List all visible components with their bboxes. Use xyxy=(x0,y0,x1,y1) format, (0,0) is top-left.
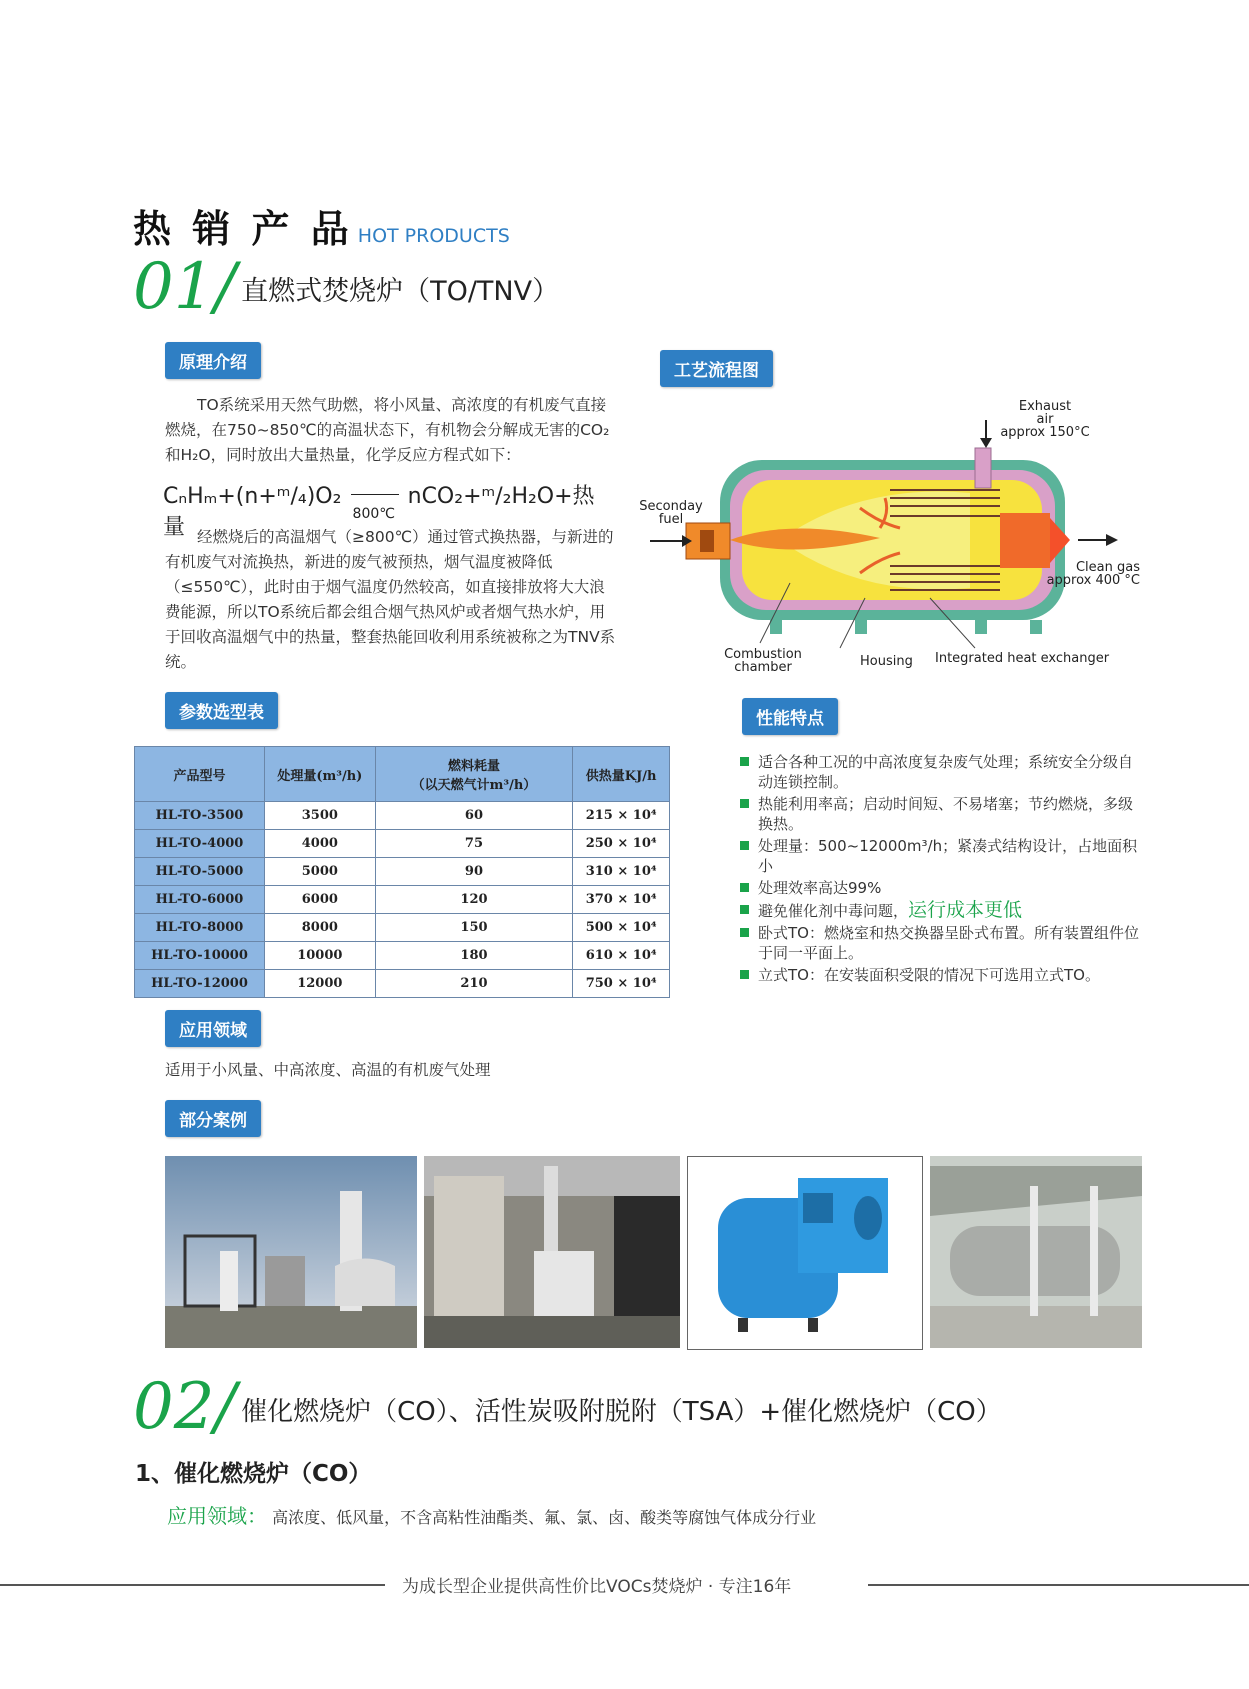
bullet-icon xyxy=(740,905,749,914)
section1-number: 01/ xyxy=(133,250,236,324)
features-list xyxy=(740,752,1140,987)
list-item xyxy=(740,836,1140,876)
table-cell: 5000 xyxy=(264,858,375,886)
principle-paragraph-2: 经燃烧后的高温烟气（≥800℃）通过管式换热器，与新进的有机废气对流换热，新进的废气被预热，烟气温度被降低（≤550℃），此时由于烟气温度仍然较高，如直接排放将大大浪费能源，所以TO系统后都会组合烟气热风炉或者烟气热水炉，用于回收高温烟气中的热量，整套热能回收利用系统被称之为TNV系统。 xyxy=(165,528,616,671)
section2-heading xyxy=(133,1370,1002,1444)
table-cell: HL-TO-10000 xyxy=(135,942,265,970)
table-cell: 75 xyxy=(375,830,573,858)
table-row xyxy=(135,942,670,970)
table-row xyxy=(135,914,670,942)
list-item xyxy=(740,965,1140,985)
table-cell: 120 xyxy=(375,886,573,914)
table-cell: HL-TO-5000 xyxy=(135,858,265,886)
diagram-label-exhaust xyxy=(990,400,1100,439)
table-cell: 210 xyxy=(375,970,573,998)
table-header-capacity: 处理量(m³/h) xyxy=(264,747,375,802)
case-photo-3 xyxy=(687,1156,923,1350)
features-tag: 性能特点 xyxy=(742,698,838,735)
section2-number: 02/ xyxy=(133,1370,236,1444)
principle-paragraph-1: TO系统采用天然气助燃，将小风量、高浓度的有机废气直接燃烧，在750~850℃的高温状态下，有机物会分解成无害的CO₂和H₂O，同时放出大量热量，化学反应方程式如下： xyxy=(165,396,610,464)
clean-gas-label-2: approx 400 °C xyxy=(1046,573,1140,588)
footer-divider-left xyxy=(0,1584,385,1586)
header-title-cn: 热 销 产 品 xyxy=(133,207,353,251)
table-cell: 6000 xyxy=(264,886,375,914)
list-item xyxy=(740,794,1140,834)
section2-application-text: 高浓度、低风量，不含高粘性油酯类、氟、氯、卤、酸类等腐蚀气体成分行业 xyxy=(272,1508,817,1527)
reaction-equation xyxy=(163,479,603,540)
table-cell: 370 × 10⁴ xyxy=(573,886,670,914)
combustion-label-1: Combustion xyxy=(724,647,802,662)
secondary-fuel-label-1: Seconday xyxy=(639,499,703,514)
feature-text: 卧式TO：燃烧室和热交换器呈卧式布置。所有装置组件位于同一平面上。 xyxy=(758,924,1139,962)
feature-text: 处理量：500~12000m³/h；紧凑式结构设计，占地面积小 xyxy=(758,837,1138,875)
list-item xyxy=(740,923,1140,963)
table-cell: 4000 xyxy=(264,830,375,858)
feature-text: 适合各种工况的中高浓度复杂废气处理；系统安全分级自动连锁控制。 xyxy=(758,753,1134,791)
table-header-fuel xyxy=(375,747,573,802)
exhaust-label-2: air xyxy=(1036,412,1054,427)
table-cell: HL-TO-3500 xyxy=(135,802,265,830)
table-header-fuel-line2: （以天燃气计m³/h） xyxy=(411,778,537,793)
diagram-label-clean-gas xyxy=(1040,561,1140,587)
section2-application xyxy=(167,1500,816,1529)
diagram-label-secondary-fuel xyxy=(636,500,706,526)
table-header-fuel-line1: 燃料耗量 xyxy=(447,759,500,774)
table-row xyxy=(135,830,670,858)
section2-application-label: 应用领域： xyxy=(167,1504,267,1528)
table-cell: 3500 xyxy=(264,802,375,830)
header-title xyxy=(133,198,510,253)
table-cell: 215 × 10⁴ xyxy=(573,802,670,830)
case-photo-4 xyxy=(930,1156,1142,1348)
header-title-en: HOT PRODUCTS xyxy=(357,225,510,247)
table-cell: HL-TO-12000 xyxy=(135,970,265,998)
table-row xyxy=(135,858,670,886)
table-row xyxy=(135,802,670,830)
equation-condition: 800℃ xyxy=(352,506,395,522)
table-header-row xyxy=(135,747,670,802)
diagram-label-housing: Housing xyxy=(860,654,913,669)
equation-left: CₙHₘ+(n+ᵐ/₄)O₂ xyxy=(163,484,342,509)
params-tag: 参数选型表 xyxy=(165,692,278,729)
table-cell: 10000 xyxy=(264,942,375,970)
clean-gas-label-1: Clean gas xyxy=(1075,560,1140,575)
exhaust-label-3: approx 150°C xyxy=(1000,425,1090,440)
list-item xyxy=(740,878,1140,898)
feature-text: 热能利用率高；启动时间短、不易堵塞；节约燃烧，多级换热。 xyxy=(758,795,1134,833)
feature-text: 避免催化剂中毒问题， xyxy=(758,902,909,920)
list-item xyxy=(740,752,1140,792)
feature-text: 立式TO：在安装面积受限的情况下可选用立式TO。 xyxy=(758,966,1100,984)
bullet-icon xyxy=(740,757,749,766)
bullet-icon xyxy=(740,970,749,979)
feature-highlight: 运行成本更低 xyxy=(908,899,1023,921)
feature-text: 处理效率高达99% xyxy=(758,879,882,897)
exhaust-label-1: Exhaust xyxy=(1018,399,1072,414)
application-tag: 应用领域 xyxy=(165,1010,261,1047)
footer-divider-right xyxy=(868,1584,1249,1586)
bullet-icon xyxy=(740,883,749,892)
section1-heading xyxy=(133,250,559,324)
table-cell: 8000 xyxy=(264,914,375,942)
principle-tag: 原理介绍 xyxy=(165,342,261,379)
table-cell: HL-TO-4000 xyxy=(135,830,265,858)
table-cell: 250 × 10⁴ xyxy=(573,830,670,858)
table-header-heat: 供热量KJ/h xyxy=(573,747,670,802)
table-cell: 610 × 10⁴ xyxy=(573,942,670,970)
table-row xyxy=(135,886,670,914)
table-cell: 500 × 10⁴ xyxy=(573,914,670,942)
list-item xyxy=(740,900,1140,921)
table-cell: 150 xyxy=(375,914,573,942)
section1-title: 直燃式焚烧炉（TO/TNV） xyxy=(241,276,560,307)
table-cell: 310 × 10⁴ xyxy=(573,858,670,886)
table-cell: 750 × 10⁴ xyxy=(573,970,670,998)
application-text: 适用于小风量、中高浓度、高温的有机废气处理 xyxy=(165,1061,491,1079)
flow-diagram-tag: 工艺流程图 xyxy=(660,350,773,387)
footer-text: 为成长型企业提供高性价比VOCs焚烧炉 · 专注16年 xyxy=(402,1577,792,1597)
case-photo-2 xyxy=(424,1156,680,1348)
table-cell: 60 xyxy=(375,802,573,830)
bullet-icon xyxy=(740,928,749,937)
case-photo-1 xyxy=(165,1156,417,1348)
table-header-model: 产品型号 xyxy=(135,747,265,802)
cases-tag: 部分案例 xyxy=(165,1100,261,1137)
table-cell: 90 xyxy=(375,858,573,886)
bullet-icon xyxy=(740,841,749,850)
section2-subtitle: 1、催化燃烧炉（CO） xyxy=(135,1461,372,1487)
equation-right: nCO₂+ᵐ/₂H₂O+热量 xyxy=(163,484,595,540)
diagram-label-heat-exchanger: Integrated heat exchanger xyxy=(935,651,1110,666)
table-cell: 180 xyxy=(375,942,573,970)
table-cell: HL-TO-6000 xyxy=(135,886,265,914)
bullet-icon xyxy=(740,799,749,808)
section2-title: 催化燃烧炉（CO）、活性炭吸附脱附（TSA）+催化燃烧炉（CO） xyxy=(241,1397,1002,1427)
spec-table xyxy=(134,746,670,998)
secondary-fuel-label-2: fuel xyxy=(658,512,684,527)
process-flow-diagram xyxy=(630,398,1150,688)
combustion-label-2: chamber xyxy=(734,660,792,675)
table-cell: HL-TO-8000 xyxy=(135,914,265,942)
equation-arrow xyxy=(351,494,399,522)
diagram-label-combustion xyxy=(718,648,808,674)
table-cell: 12000 xyxy=(264,970,375,998)
table-row xyxy=(135,970,670,998)
